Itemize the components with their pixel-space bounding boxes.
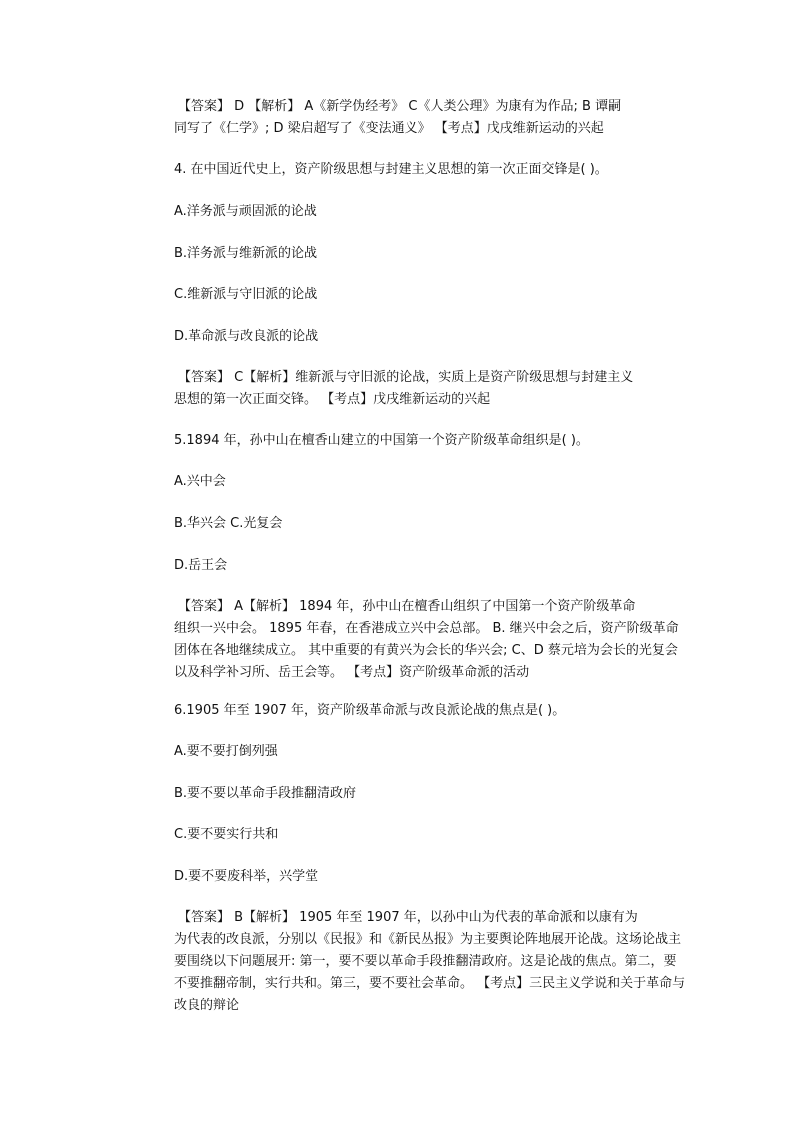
q4-option-c: C.维新派与守旧派的论战 <box>174 287 318 302</box>
answer-3-explanation <box>174 96 679 140</box>
q4-option-a: A.洋务派与顽固派的论战 <box>174 204 317 219</box>
q4-option-d: D.革命派与改良派的论战 <box>174 329 319 344</box>
q6-option-a: A.要不要打倒列强 <box>174 744 278 759</box>
q6-option-c: C.要不要实行共和 <box>174 827 279 842</box>
text-line: 思想的第一次正面交锋。 【考点】戊戌维新运动的兴起 <box>174 392 491 407</box>
text-line: 为代表的改良派，分别以《民报》和《新民丛报》为主要舆论阵地展开论战。这场论战主 <box>174 932 682 947</box>
text-line: 要围绕以下问题展开: 第一，要不要以革命手段推翻清政府。这是论战的焦点。第二，要 <box>174 954 677 969</box>
text-line: 改良的辩论 <box>174 998 240 1013</box>
question-4-stem: 4. 在中国近代史上，资产阶级思想与封建主义思想的第一次正面交锋是( )。 <box>174 162 608 177</box>
text-line: 【答案】 A【解析】 1894 年，孙中山在檀香山组织了中国第一个资产阶级革命 <box>178 599 636 614</box>
q6-option-d: D.要不要废科举，兴学堂 <box>174 869 319 884</box>
q4-option-b: B.洋务派与维新派的论战 <box>174 246 318 261</box>
question-6-stem: 6.1905 年至 1907 年，资产阶级革命派与改良派论战的焦点是( )。 <box>174 703 566 718</box>
q5-option-bc: B.华兴会 C.光复会 <box>174 516 283 531</box>
q5-option-d: D.岳王会 <box>174 558 228 573</box>
text-line: 以及科学补习所、岳王会等。 【考点】资产阶级革命派的活动 <box>174 665 530 680</box>
text-line: 【答案】 B【解析】 1905 年至 1907 年，以孙中山为代表的革命派和以康有为 <box>178 910 638 925</box>
text-line: 不要推翻帝制，实行共和。第三，要不要社会革命。 【考点】三民主义学说和关于革命与 <box>174 976 686 991</box>
q6-option-b: B.要不要以革命手段推翻清政府 <box>174 786 357 801</box>
text-line: 组织一兴中会。 1895 年春，在香港成立兴中会总部。 B. 继兴中会之后，资产阶级革命 <box>174 621 679 636</box>
text-line: 【答案】 C【解析】维新派与守旧派的论战，实质上是资产阶级思想与封建主义 <box>178 370 634 385</box>
text-line: 团体在各地继续成立。 其中重要的有黄兴为会长的华兴会; C、D 蔡元培为会长的光复会 <box>174 643 678 658</box>
answer-4-explanation <box>174 367 679 411</box>
text-line: 【答案】 D 【解析】 A《新学伪经考》 C《人类公理》为康有为作品; B 谭嗣 <box>178 99 622 114</box>
answer-6-explanation <box>174 907 686 1017</box>
question-5-stem: 5.1894 年，孙中山在檀香山建立的中国第一个资产阶级革命组织是( )。 <box>174 433 589 448</box>
answer-5-explanation <box>174 596 679 684</box>
q5-option-a: A.兴中会 <box>174 474 226 489</box>
text-line: 同写了《仁学》; D 梁启超写了《变法通义》 【考点】戊戌维新运动的兴起 <box>174 121 604 136</box>
